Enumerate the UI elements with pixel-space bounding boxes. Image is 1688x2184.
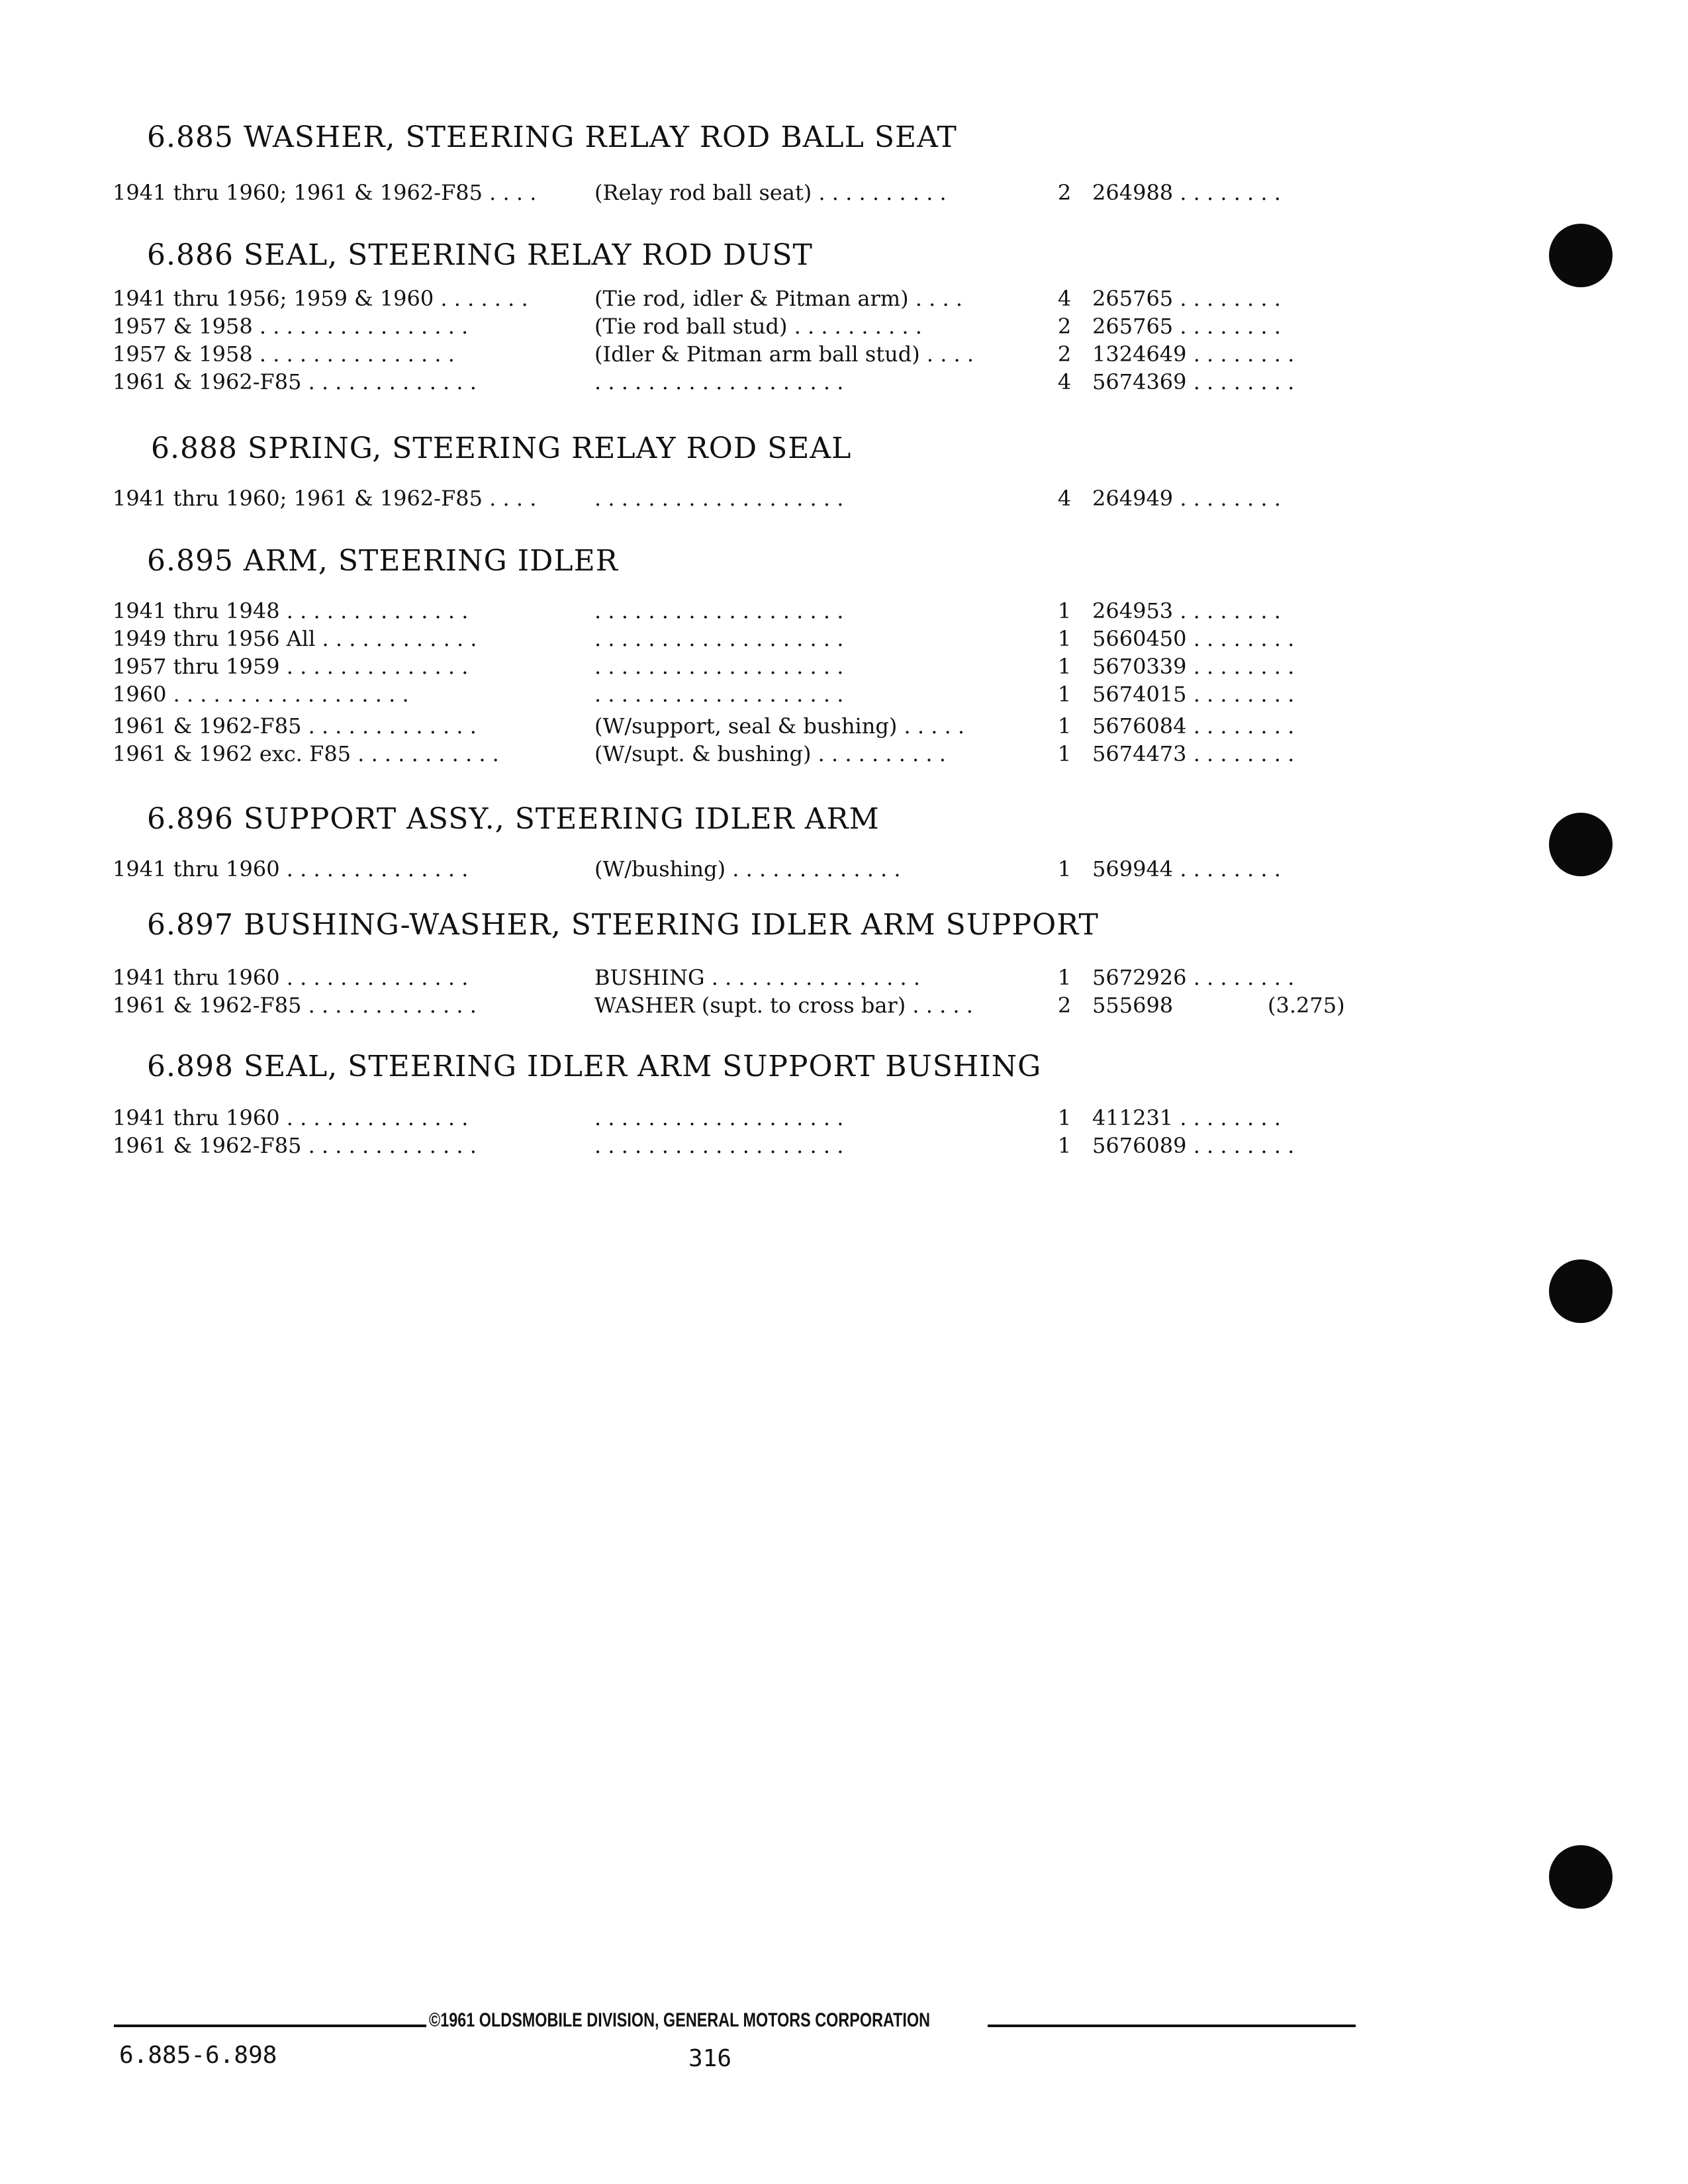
row-quantity: 1 bbox=[1057, 654, 1072, 679]
row-quantity: 1 bbox=[1057, 741, 1072, 766]
table-row bbox=[113, 314, 1344, 343]
row-quantity: 1 bbox=[1057, 626, 1072, 651]
row-description: . . . . . . . . . . . . . . . . . . . bbox=[594, 1133, 844, 1158]
row-part-number: 265765 . . . . . . . . bbox=[1092, 286, 1281, 311]
row-part-number: 5670339 . . . . . . . . bbox=[1092, 654, 1295, 679]
row-description: . . . . . . . . . . . . . . . . . . . bbox=[594, 626, 844, 651]
row-years: 1961 & 1962 exc. F85 . . . . . . . . . . . bbox=[113, 741, 499, 766]
table-row bbox=[113, 682, 1344, 711]
section-title: 6.885 WASHER, STEERING RELAY ROD BALL SEAT bbox=[147, 120, 957, 154]
row-years: 1949 thru 1956 All . . . . . . . . . . . . bbox=[113, 626, 477, 651]
row-description: . . . . . . . . . . . . . . . . . . . bbox=[594, 486, 844, 511]
row-years: 1957 & 1958 . . . . . . . . . . . . . . . . bbox=[113, 314, 469, 339]
section-title: 6.888 SPRING, STEERING RELAY ROD SEAL bbox=[151, 432, 852, 465]
row-quantity: 1 bbox=[1057, 965, 1072, 990]
table-row bbox=[113, 598, 1344, 627]
row-years: 1941 thru 1956; 1959 & 1960 . . . . . . . bbox=[113, 286, 528, 311]
row-quantity: 4 bbox=[1057, 486, 1072, 511]
table-row bbox=[113, 965, 1344, 994]
row-part-number: 5674369 . . . . . . . . bbox=[1092, 369, 1295, 394]
row-years: 1941 thru 1960; 1961 & 1962-F85 . . . . bbox=[113, 180, 537, 205]
row-part-number: 264988 . . . . . . . . bbox=[1092, 180, 1281, 205]
row-years: 1941 thru 1960; 1961 & 1962-F85 . . . . bbox=[113, 486, 537, 511]
section-title: 6.898 SEAL, STEERING IDLER ARM SUPPORT BUSHING bbox=[147, 1050, 1042, 1083]
row-part-number: 5674015 . . . . . . . . bbox=[1092, 682, 1295, 707]
page-section-range: 6.885-6.898 bbox=[119, 2042, 277, 2069]
row-years: 1961 & 1962-F85 . . . . . . . . . . . . . bbox=[113, 1133, 477, 1158]
row-part-number: 264953 . . . . . . . . bbox=[1092, 598, 1281, 623]
table-row bbox=[113, 486, 1344, 515]
row-part-number: 569944 . . . . . . . . bbox=[1092, 856, 1281, 882]
row-years: 1957 & 1958 . . . . . . . . . . . . . . . bbox=[113, 341, 455, 367]
row-quantity: 4 bbox=[1057, 369, 1072, 394]
row-quantity: 2 bbox=[1057, 993, 1072, 1018]
table-row bbox=[113, 741, 1344, 770]
section-title: 6.896 SUPPORT ASSY., STEERING IDLER ARM bbox=[147, 802, 880, 836]
row-part-number: 5660450 . . . . . . . . bbox=[1092, 626, 1295, 651]
row-description: . . . . . . . . . . . . . . . . . . . bbox=[594, 682, 844, 707]
row-quantity: 1 bbox=[1057, 682, 1072, 707]
table-row bbox=[113, 341, 1344, 371]
copyright-notice: ©1961 OLDSMOBILE DIVISION, GENERAL MOTORS CORPORATION bbox=[429, 2009, 931, 2031]
row-years: 1961 & 1962-F85 . . . . . . . . . . . . . bbox=[113, 713, 477, 739]
page-number: 316 bbox=[688, 2045, 732, 2072]
row-description: . . . . . . . . . . . . . . . . . . . bbox=[594, 369, 844, 394]
row-years: 1961 & 1962-F85 . . . . . . . . . . . . . bbox=[113, 993, 477, 1018]
table-row bbox=[113, 993, 1344, 1022]
table-row bbox=[113, 654, 1344, 683]
table-row bbox=[113, 1105, 1344, 1134]
row-years: 1960 . . . . . . . . . . . . . . . . . . bbox=[113, 682, 409, 707]
row-part-number: 411231 . . . . . . . . bbox=[1092, 1105, 1281, 1130]
section-title: 6.886 SEAL, STEERING RELAY ROD DUST bbox=[147, 238, 813, 272]
row-description: (Tie rod ball stud) . . . . . . . . . . bbox=[594, 314, 922, 339]
row-description: (W/support, seal & bushing) . . . . . bbox=[594, 713, 965, 739]
punch-hole-2 bbox=[1549, 813, 1613, 876]
row-years: 1941 thru 1948 . . . . . . . . . . . . . . bbox=[113, 598, 469, 623]
row-years: 1941 thru 1960 . . . . . . . . . . . . . . bbox=[113, 856, 469, 882]
row-description: . . . . . . . . . . . . . . . . . . . bbox=[594, 1105, 844, 1130]
table-row bbox=[113, 713, 1344, 743]
row-description: (Tie rod, idler & Pitman arm) . . . . bbox=[594, 286, 962, 311]
punch-hole-1 bbox=[1549, 224, 1613, 287]
row-description: . . . . . . . . . . . . . . . . . . . bbox=[594, 654, 844, 679]
punch-hole-4 bbox=[1549, 1845, 1613, 1909]
row-part-number: 5674473 . . . . . . . . bbox=[1092, 741, 1295, 766]
row-part-number: 555698 bbox=[1092, 993, 1174, 1018]
table-row bbox=[113, 286, 1344, 315]
row-description: (W/supt. & bushing) . . . . . . . . . . bbox=[594, 741, 946, 766]
footer-rule-left bbox=[114, 2025, 426, 2027]
row-description: BUSHING . . . . . . . . . . . . . . . . bbox=[594, 965, 921, 990]
row-description: (W/bushing) . . . . . . . . . . . . . bbox=[594, 856, 901, 882]
table-row bbox=[113, 856, 1344, 886]
row-cross-reference: (3.275) bbox=[1268, 993, 1345, 1018]
row-part-number: 1324649 . . . . . . . . bbox=[1092, 341, 1295, 367]
row-part-number: 264949 . . . . . . . . bbox=[1092, 486, 1281, 511]
row-quantity: 1 bbox=[1057, 598, 1072, 623]
row-years: 1957 thru 1959 . . . . . . . . . . . . . . bbox=[113, 654, 469, 679]
row-part-number: 5676089 . . . . . . . . bbox=[1092, 1133, 1295, 1158]
table-row bbox=[113, 1133, 1344, 1162]
table-row bbox=[113, 369, 1344, 398]
row-quantity: 4 bbox=[1057, 286, 1072, 311]
table-row bbox=[113, 180, 1344, 209]
row-quantity: 1 bbox=[1057, 1133, 1072, 1158]
row-description: (Relay rod ball seat) . . . . . . . . . . bbox=[594, 180, 947, 205]
row-quantity: 2 bbox=[1057, 180, 1072, 205]
table-row bbox=[113, 626, 1344, 655]
row-part-number: 5672926 . . . . . . . . bbox=[1092, 965, 1295, 990]
row-years: 1941 thru 1960 . . . . . . . . . . . . . . bbox=[113, 1105, 469, 1130]
footer-rule-right bbox=[988, 2025, 1356, 2027]
row-description: (Idler & Pitman arm ball stud) . . . . bbox=[594, 341, 974, 367]
row-part-number: 5676084 . . . . . . . . bbox=[1092, 713, 1295, 739]
row-part-number: 265765 . . . . . . . . bbox=[1092, 314, 1281, 339]
section-title: 6.895 ARM, STEERING IDLER bbox=[147, 544, 618, 578]
row-quantity: 2 bbox=[1057, 314, 1072, 339]
section-title: 6.897 BUSHING-WASHER, STEERING IDLER ARM SUPPORT bbox=[147, 908, 1099, 942]
row-quantity: 2 bbox=[1057, 341, 1072, 367]
row-description: WASHER (supt. to cross bar) . . . . . bbox=[594, 993, 973, 1018]
row-quantity: 1 bbox=[1057, 1105, 1072, 1130]
row-years: 1941 thru 1960 . . . . . . . . . . . . . . bbox=[113, 965, 469, 990]
row-quantity: 1 bbox=[1057, 713, 1072, 739]
row-quantity: 1 bbox=[1057, 856, 1072, 882]
punch-hole-3 bbox=[1549, 1259, 1613, 1323]
row-description: . . . . . . . . . . . . . . . . . . . bbox=[594, 598, 844, 623]
row-years: 1961 & 1962-F85 . . . . . . . . . . . . . bbox=[113, 369, 477, 394]
